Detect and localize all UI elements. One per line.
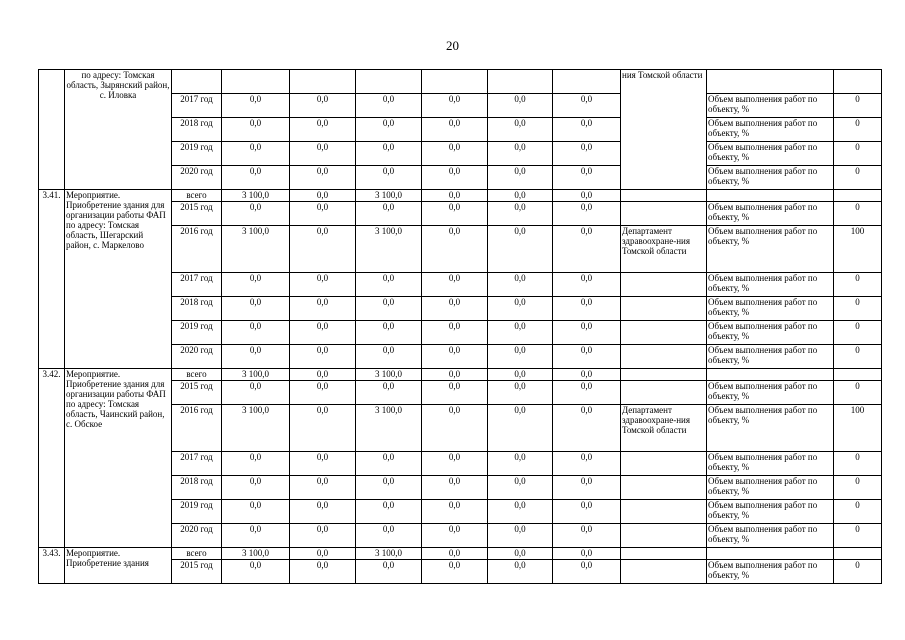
amount-cell: 0,0	[222, 345, 290, 369]
target-value-cell	[834, 548, 882, 560]
target-value-cell: 0	[834, 345, 882, 369]
amount-cell: 0,0	[553, 142, 621, 166]
year-cell: 2017 год	[172, 273, 222, 297]
executor-cell	[621, 190, 707, 202]
amount-cell: 0,0	[356, 297, 422, 321]
amount-cell: 0,0	[356, 345, 422, 369]
amount-cell: 0,0	[488, 202, 553, 226]
amount-cell: 0,0	[488, 369, 553, 381]
amount-cell: 0,0	[553, 321, 621, 345]
target-value-cell: 0	[834, 202, 882, 226]
indicator-cell	[707, 548, 834, 560]
amount-cell: 0,0	[290, 476, 356, 500]
indicator-cell: Объем выполнения работ по объекту, %	[707, 202, 834, 226]
indicator-cell: Объем выполнения работ по объекту, %	[707, 226, 834, 273]
amount-cell: 0,0	[290, 452, 356, 476]
program-table	[38, 69, 882, 584]
amount-cell: 0,0	[422, 381, 488, 405]
amount-cell	[222, 70, 290, 94]
amount-cell: 0,0	[422, 476, 488, 500]
indicator-cell: Объем выполнения работ по объекту, %	[707, 381, 834, 405]
year-cell: 2019 год	[172, 321, 222, 345]
amount-cell: 0,0	[356, 118, 422, 142]
amount-cell: 0,0	[422, 142, 488, 166]
amount-cell: 0,0	[222, 524, 290, 548]
executor-cell	[621, 321, 707, 345]
amount-cell: 3 100,0	[222, 190, 290, 202]
amount-cell: 0,0	[553, 190, 621, 202]
amount-cell: 0,0	[356, 452, 422, 476]
amount-cell: 3 100,0	[222, 405, 290, 452]
executor-cell: Департамент здравоохране-ния Томской области	[621, 405, 707, 452]
indicator-cell: Объем выполнения работ по объекту, %	[707, 297, 834, 321]
amount-cell: 0,0	[290, 524, 356, 548]
amount-cell: 0,0	[290, 142, 356, 166]
amount-cell: 0,0	[222, 452, 290, 476]
year-cell: 2018 год	[172, 476, 222, 500]
executor-cell	[621, 345, 707, 369]
year-cell: 2015 год	[172, 381, 222, 405]
amount-cell: 0,0	[356, 142, 422, 166]
amount-cell: 0,0	[553, 548, 621, 560]
indicator-cell	[707, 369, 834, 381]
amount-cell: 0,0	[356, 500, 422, 524]
amount-cell: 0,0	[422, 226, 488, 273]
amount-cell: 0,0	[222, 202, 290, 226]
executor-cell	[621, 369, 707, 381]
target-value-cell	[834, 369, 882, 381]
amount-cell: 0,0	[290, 190, 356, 202]
amount-cell: 0,0	[222, 118, 290, 142]
year-cell: 2019 год	[172, 500, 222, 524]
amount-cell: 0,0	[356, 476, 422, 500]
amount-cell: 0,0	[356, 381, 422, 405]
amount-cell: 0,0	[422, 369, 488, 381]
amount-cell: 0,0	[553, 226, 621, 273]
amount-cell: 0,0	[290, 560, 356, 584]
indicator-cell: Объем выполнения работ по объекту, %	[707, 142, 834, 166]
program-table-body	[39, 70, 882, 584]
amount-cell: 0,0	[422, 166, 488, 190]
amount-cell: 3 100,0	[356, 548, 422, 560]
amount-cell: 0,0	[488, 297, 553, 321]
amount-cell: 0,0	[222, 166, 290, 190]
executor-cell: Департамент здравоохране-ния Томской области	[621, 226, 707, 273]
amount-cell: 0,0	[422, 118, 488, 142]
item-number-cell: 3.42.	[39, 369, 65, 548]
amount-cell: 0,0	[488, 94, 553, 118]
amount-cell: 0,0	[422, 321, 488, 345]
table-row	[39, 70, 882, 94]
amount-cell: 0,0	[488, 273, 553, 297]
amount-cell: 0,0	[290, 345, 356, 369]
amount-cell: 0,0	[422, 548, 488, 560]
amount-cell: 3 100,0	[356, 190, 422, 202]
amount-cell: 0,0	[488, 166, 553, 190]
year-cell: 2018 год	[172, 297, 222, 321]
amount-cell: 0,0	[290, 369, 356, 381]
year-cell: 2019 год	[172, 142, 222, 166]
amount-cell: 0,0	[222, 381, 290, 405]
amount-cell: 0,0	[553, 118, 621, 142]
executor-cell	[621, 548, 707, 560]
indicator-cell	[707, 70, 834, 94]
amount-cell: 0,0	[290, 226, 356, 273]
amount-cell: 3 100,0	[356, 369, 422, 381]
table-row	[39, 190, 882, 202]
amount-cell: 0,0	[553, 297, 621, 321]
amount-cell: 0,0	[422, 273, 488, 297]
year-cell: 2020 год	[172, 524, 222, 548]
amount-cell: 0,0	[356, 94, 422, 118]
amount-cell: 0,0	[488, 321, 553, 345]
amount-cell: 0,0	[422, 190, 488, 202]
target-value-cell: 0	[834, 118, 882, 142]
year-cell: 2017 год	[172, 452, 222, 476]
target-value-cell	[834, 190, 882, 202]
amount-cell: 0,0	[553, 476, 621, 500]
item-name-cell: Мероприятие. Приобретение здания для организации работы ФАП по адресу: Томская область, Шегарский район, с. Маркелово	[65, 190, 172, 369]
amount-cell: 0,0	[290, 500, 356, 524]
executor-cell	[621, 560, 707, 584]
year-cell: 2020 год	[172, 166, 222, 190]
indicator-cell: Объем выполнения работ по объекту, %	[707, 273, 834, 297]
target-value-cell: 0	[834, 166, 882, 190]
item-name-cell: Мероприятие. Приобретение здания для организации работы ФАП по адресу: Томская область, Чаинский район, с. Обское	[65, 369, 172, 548]
amount-cell: 0,0	[222, 273, 290, 297]
amount-cell: 0,0	[222, 297, 290, 321]
amount-cell: 0,0	[290, 273, 356, 297]
page-number: 20	[446, 38, 459, 53]
year-cell: 2015 год	[172, 560, 222, 584]
executor-cell	[621, 381, 707, 405]
amount-cell	[422, 70, 488, 94]
amount-cell: 0,0	[290, 548, 356, 560]
target-value-cell: 0	[834, 297, 882, 321]
amount-cell: 0,0	[290, 166, 356, 190]
indicator-cell: Объем выполнения работ по объекту, %	[707, 166, 834, 190]
amount-cell: 0,0	[422, 560, 488, 584]
indicator-cell: Объем выполнения работ по объекту, %	[707, 345, 834, 369]
amount-cell: 0,0	[553, 166, 621, 190]
target-value-cell: 0	[834, 94, 882, 118]
amount-cell: 0,0	[488, 476, 553, 500]
amount-cell	[290, 70, 356, 94]
amount-cell: 0,0	[553, 273, 621, 297]
indicator-cell: Объем выполнения работ по объекту, %	[707, 118, 834, 142]
item-name-cell: Мероприятие. Приобретение здания	[65, 548, 172, 584]
amount-cell: 0,0	[488, 118, 553, 142]
amount-cell: 0,0	[488, 142, 553, 166]
amount-cell: 3 100,0	[356, 405, 422, 452]
amount-cell: 0,0	[356, 166, 422, 190]
amount-cell: 0,0	[290, 381, 356, 405]
executor-cell	[621, 297, 707, 321]
target-value-cell: 0	[834, 273, 882, 297]
amount-cell: 0,0	[290, 118, 356, 142]
amount-cell: 0,0	[553, 500, 621, 524]
indicator-cell: Объем выполнения работ по объекту, %	[707, 321, 834, 345]
amount-cell: 0,0	[553, 524, 621, 548]
amount-cell: 0,0	[422, 524, 488, 548]
amount-cell: 0,0	[290, 202, 356, 226]
year-cell: 2015 год	[172, 202, 222, 226]
amount-cell: 0,0	[356, 560, 422, 584]
year-cell	[172, 70, 222, 94]
amount-cell: 0,0	[422, 297, 488, 321]
amount-cell: 0,0	[488, 226, 553, 273]
year-cell: 2016 год	[172, 226, 222, 273]
amount-cell: 0,0	[488, 452, 553, 476]
target-value-cell: 0	[834, 476, 882, 500]
amount-cell: 0,0	[290, 297, 356, 321]
amount-cell: 3 100,0	[222, 226, 290, 273]
year-cell: 2018 год	[172, 118, 222, 142]
target-value-cell: 0	[834, 142, 882, 166]
amount-cell: 0,0	[422, 345, 488, 369]
amount-cell: 0,0	[222, 476, 290, 500]
item-number-cell	[39, 70, 65, 190]
year-cell: всего	[172, 369, 222, 381]
indicator-cell: Объем выполнения работ по объекту, %	[707, 500, 834, 524]
amount-cell: 0,0	[553, 94, 621, 118]
amount-cell: 3 100,0	[222, 369, 290, 381]
amount-cell: 0,0	[422, 500, 488, 524]
indicator-cell: Объем выполнения работ по объекту, %	[707, 452, 834, 476]
executor-cell	[621, 500, 707, 524]
amount-cell: 0,0	[222, 142, 290, 166]
amount-cell: 0,0	[356, 273, 422, 297]
amount-cell	[553, 70, 621, 94]
item-name-cell: по адресу: Томская область, Зырянский район, с. Иловка	[65, 70, 172, 190]
amount-cell: 0,0	[553, 560, 621, 584]
indicator-cell: Объем выполнения работ по объекту, %	[707, 405, 834, 452]
year-cell: всего	[172, 190, 222, 202]
target-value-cell: 0	[834, 452, 882, 476]
amount-cell: 0,0	[222, 560, 290, 584]
target-value-cell: 0	[834, 560, 882, 584]
target-value-cell: 0	[834, 500, 882, 524]
target-value-cell	[834, 70, 882, 94]
target-value-cell: 0	[834, 524, 882, 548]
executor-cell	[621, 273, 707, 297]
amount-cell	[488, 70, 553, 94]
amount-cell: 0,0	[356, 202, 422, 226]
amount-cell: 0,0	[488, 190, 553, 202]
item-number-cell: 3.43.	[39, 548, 65, 584]
amount-cell: 0,0	[553, 369, 621, 381]
year-cell: всего	[172, 548, 222, 560]
executor-cell: ния Томской области	[621, 70, 707, 190]
amount-cell: 0,0	[290, 94, 356, 118]
year-cell: 2017 год	[172, 94, 222, 118]
amount-cell: 0,0	[488, 345, 553, 369]
amount-cell: 0,0	[356, 321, 422, 345]
indicator-cell	[707, 190, 834, 202]
amount-cell: 0,0	[553, 405, 621, 452]
year-cell: 2016 год	[172, 405, 222, 452]
executor-cell	[621, 202, 707, 226]
amount-cell: 0,0	[222, 94, 290, 118]
indicator-cell: Объем выполнения работ по объекту, %	[707, 560, 834, 584]
amount-cell: 0,0	[488, 524, 553, 548]
amount-cell: 0,0	[356, 524, 422, 548]
amount-cell: 0,0	[488, 560, 553, 584]
item-number-cell: 3.41.	[39, 190, 65, 369]
amount-cell: 0,0	[290, 405, 356, 452]
year-cell: 2020 год	[172, 345, 222, 369]
target-value-cell: 0	[834, 321, 882, 345]
table-row	[39, 369, 882, 381]
target-value-cell: 100	[834, 226, 882, 273]
indicator-cell: Объем выполнения работ по объекту, %	[707, 476, 834, 500]
amount-cell: 0,0	[290, 321, 356, 345]
target-value-cell: 0	[834, 381, 882, 405]
amount-cell	[356, 70, 422, 94]
executor-cell	[621, 524, 707, 548]
amount-cell: 0,0	[488, 548, 553, 560]
target-value-cell: 100	[834, 405, 882, 452]
amount-cell: 0,0	[488, 405, 553, 452]
amount-cell: 0,0	[488, 381, 553, 405]
table-row	[39, 548, 882, 560]
amount-cell: 0,0	[422, 94, 488, 118]
amount-cell: 3 100,0	[222, 548, 290, 560]
amount-cell: 0,0	[553, 345, 621, 369]
amount-cell: 0,0	[488, 500, 553, 524]
amount-cell: 0,0	[422, 452, 488, 476]
executor-cell	[621, 476, 707, 500]
amount-cell: 0,0	[553, 202, 621, 226]
amount-cell: 0,0	[422, 405, 488, 452]
amount-cell: 0,0	[222, 500, 290, 524]
amount-cell: 3 100,0	[356, 226, 422, 273]
executor-cell	[621, 452, 707, 476]
amount-cell: 0,0	[553, 381, 621, 405]
amount-cell: 0,0	[222, 321, 290, 345]
amount-cell: 0,0	[553, 452, 621, 476]
amount-cell: 0,0	[422, 202, 488, 226]
indicator-cell: Объем выполнения работ по объекту, %	[707, 94, 834, 118]
indicator-cell: Объем выполнения работ по объекту, %	[707, 524, 834, 548]
